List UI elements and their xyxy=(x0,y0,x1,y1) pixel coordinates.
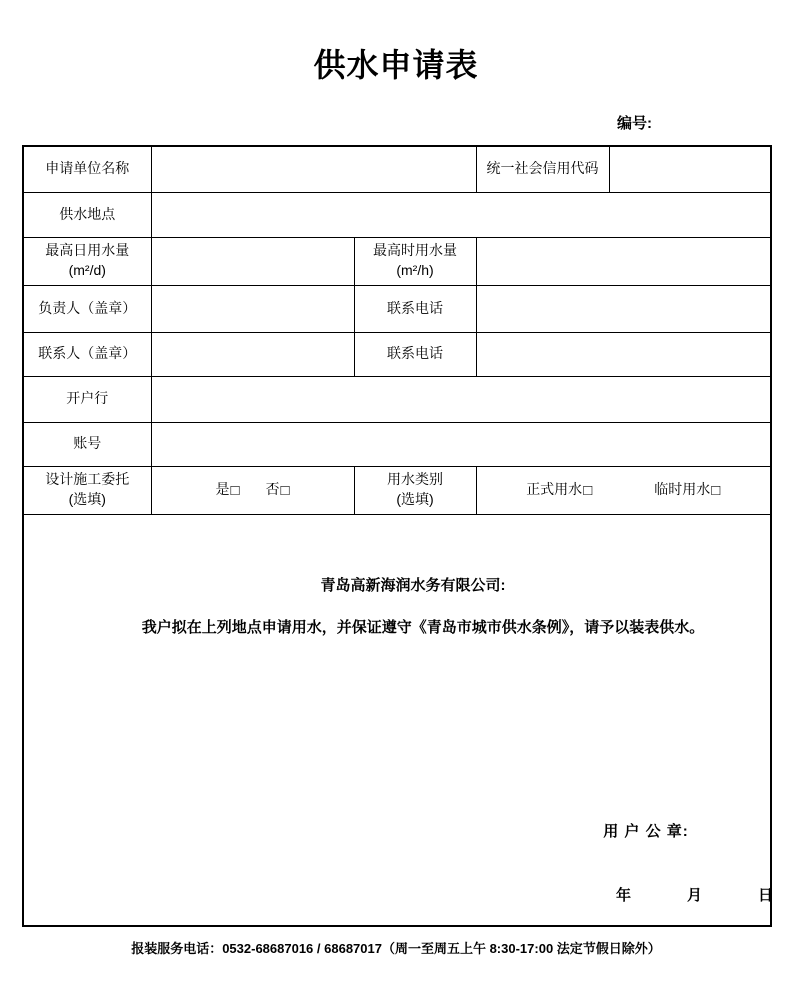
water-category-options xyxy=(476,466,771,514)
account-number-label: 账号 xyxy=(23,422,151,466)
daily-usage-label xyxy=(23,237,151,285)
design-commission-label-line2: (选填) xyxy=(68,491,106,507)
table-row xyxy=(23,376,771,422)
applicant-name-label: 申请单位名称 xyxy=(23,146,151,192)
daily-usage-input[interactable] xyxy=(151,237,354,285)
temporary-water-label: 临时用水 xyxy=(654,481,711,498)
bank-label: 开户行 xyxy=(23,376,151,422)
design-commission-options xyxy=(151,466,354,514)
temporary-water-checkbox[interactable] xyxy=(654,480,720,500)
formal-water-checkbox[interactable] xyxy=(526,480,592,500)
date-month-label: 月 xyxy=(687,887,703,905)
applicant-name-input[interactable] xyxy=(151,146,476,192)
hourly-usage-label xyxy=(354,237,476,285)
page-title: 供水申请表 xyxy=(313,47,479,83)
table-row xyxy=(23,146,771,192)
credit-code-label: 统一社会信用代码 xyxy=(476,146,609,192)
water-category-label-line1: 用水类别 xyxy=(387,471,443,488)
date-year-label: 年 xyxy=(616,887,632,905)
water-category-label-line2: (选填) xyxy=(396,491,434,507)
service-hotline-footer: 报装服务电话：0532-68687016 / 68687017（周一至周五上午 8:30-17:00 法定节假日除外） xyxy=(131,941,661,956)
table-row xyxy=(23,466,771,514)
responsible-person-label: 负责人（盖章） xyxy=(23,285,151,332)
daily-usage-label-line1: 最高日用水量 xyxy=(45,242,130,259)
table-row xyxy=(23,514,771,926)
design-commission-label-line1: 设计施工委托 xyxy=(45,471,130,488)
design-yes-label: 是 xyxy=(215,481,230,498)
table-row xyxy=(23,422,771,466)
daily-usage-unit: (m²/d) xyxy=(68,262,106,278)
design-yes-checkbox[interactable] xyxy=(215,480,239,500)
hourly-usage-input[interactable] xyxy=(476,237,771,285)
hourly-usage-unit: (m²/h) xyxy=(396,262,434,278)
contact-person-label: 联系人（盖章） xyxy=(23,332,151,376)
contact-person-input[interactable] xyxy=(151,332,354,376)
table-row xyxy=(23,237,771,285)
contact-phone-input[interactable] xyxy=(476,332,771,376)
credit-code-input[interactable] xyxy=(609,146,771,192)
table-row xyxy=(23,332,771,376)
supply-address-label: 供水地点 xyxy=(23,192,151,237)
checkbox-icon: □ xyxy=(230,481,240,499)
supply-address-input[interactable] xyxy=(151,192,771,237)
declaration-statement: 我户拟在上列地点申请用水，并保证遵守《青岛市城市供水条例》，请予以装表供水。 xyxy=(141,619,705,637)
responsible-person-input[interactable] xyxy=(151,285,354,332)
account-number-input[interactable] xyxy=(151,422,771,466)
application-form-table xyxy=(22,145,772,927)
serial-number-label: 编号: xyxy=(617,115,652,132)
responsible-phone-label: 联系电话 xyxy=(354,285,476,332)
date-day-label: 日 xyxy=(758,887,774,905)
responsible-phone-input[interactable] xyxy=(476,285,771,332)
declaration-cell xyxy=(23,514,774,926)
checkbox-icon: □ xyxy=(711,481,721,499)
contact-phone-label: 联系电话 xyxy=(354,332,476,376)
checkbox-icon: □ xyxy=(583,481,593,499)
design-no-checkbox[interactable] xyxy=(266,480,290,500)
checkbox-icon: □ xyxy=(280,481,290,499)
formal-water-label: 正式用水 xyxy=(526,481,583,498)
hourly-usage-label-line1: 最高时用水量 xyxy=(373,242,457,259)
design-no-label: 否 xyxy=(265,481,280,498)
water-category-label xyxy=(354,466,476,514)
bank-input[interactable] xyxy=(151,376,771,422)
design-commission-label xyxy=(23,466,151,514)
date-line xyxy=(616,885,774,906)
user-seal-label: 用 户 公 章: xyxy=(603,823,689,841)
table-row xyxy=(23,192,771,237)
table-row xyxy=(23,285,771,332)
company-salutation: 青岛高新海润水务有限公司: xyxy=(320,577,506,595)
